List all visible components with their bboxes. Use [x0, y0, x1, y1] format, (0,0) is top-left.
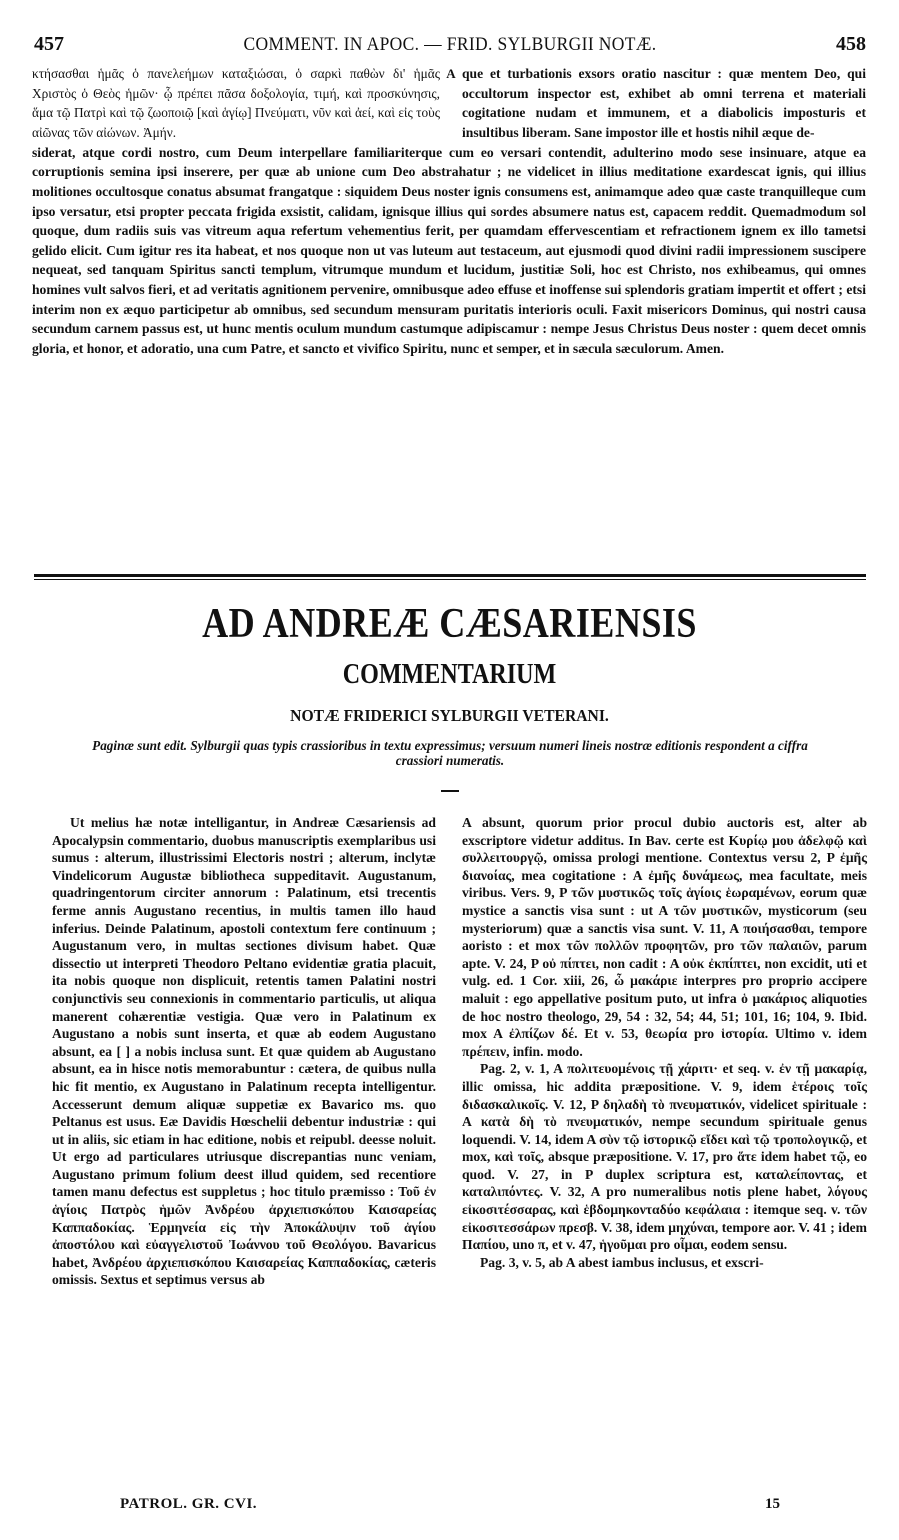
section-rule: [34, 574, 866, 577]
column-marker: A: [446, 66, 456, 81]
right-column: [462, 814, 867, 1271]
latin-continuation: siderat, atque cordi nostro, cum Deum interpellare familiariterque cum eo versari contendit, adulterino modo sese insinuare, atque ea corruptionis semina ipsi inserere, per quæ ab unione cum Deo abstrahatur ; ne videlicet in illius meditatione exardescat ignis, qui illius molitiones occultosque conatus absumat frangatque : siquidem Deus noster ignis consumens est, animamque adeo quæ caste tranquilleque cum ipso versatur, etsi propter peccata frigida exsistit, calidam, ignisque illius qui sordes absumere natus est, capacem reddit. Quemadmodum sol quoque, dum radiis suis vas vitreum aqua refertum vehementius ferit, per quamdam effervescentiam et refractionem ignem ex illo tametsi gelido elicit. Cum igitur res ita habeat, et nos quoque non ut vas luteum aut testaceum, aut ejusmodi quod divini radii impressionem suscipere nequeat, sed tanquam Spiritus sancti templum, vitrumque mundum et lucidum, justitiæ Soli, hoc est Christo, nos exhibeamus, qui omnes homines vult salvos fieri, et ad veritatis agnitionem pervenire, omnibusque adeo effuse et inoffense sui splendoris gratiam impertit et offert ; etsi interim non ex æquo participetur ab omnibus, sed secundum mensuram puritatis interioris oculi. Faxit misericors Dominus, qui nostri causa secundum carnem passus est, ut hunc mentis oculum mundum castumque adipiscamur : nempe Jesus Christus Deus noster : quem decet omnis gloria, et honor, et adoratio, una cum Patre, et sancto et vivifico Spiritu, nunc et semper, et in sæcula sæculorum. Amen.: [32, 144, 866, 356]
section-title: AD ANDREÆ CÆSARIENSIS: [202, 601, 697, 647]
running-header: [34, 33, 866, 59]
right-paragraph-2: Pag. 2, v. 1, A πολιτευομένοις τῇ χάριτι· et seq. v. ἐν τῇ μακαρίᾳ, illic omissa, hic addita præpositione. V. 9, idem ἑτέροις τοῖς διδασκαλικοῖς. V. 12, P δηλαδὴ τὸ πνευματικόν, videlicet spirituale : A κατὰ δὴ τὸ πνευματικόν, nempe secundum spirituale genus loquendi. V. 14, idem A σὺν τῷ ἱστορικῷ εἴδει καὶ τῷ τροπολογικῷ, et mox, καὶ τοῖς, absque præpositione. V. 17, pro ἅτε idem habet τῷ, eo quod. V. 27, in P duplex scriptura est, καταλείποντας, et καταλιπόντες. V. 32, A pro numeralibus notis plene habet, λόγους εἰκοσιτέσσαρας, καὶ ἑβδομηκονταδύο κεφάλαια : itemque seq. v. τῶν εἰκοσιτεσσάρων πρεσβ. V. 38, idem μηχύναι, tempore aor. V. 41 ; idem Παπίου, uno π, et v. 47, ἡγοῦμαι pro οἶμαι, eodem sensu.: [462, 1061, 867, 1253]
latin-text-block: que et turbationis exsors oratio nascitur : quæ mentem Deo, qui occultorum inspector est, exhibet ab omni terrena et materiali cogitatione nudam et immunem, et a diabolicis imposturis et insultibus liberam. Sane impostor ille et hostis nihil æque de-: [462, 66, 866, 141]
right-paragraph-1: A absunt, quorum prior procul dubio auctoris est, alter ab exscriptore videtur additus. In Bav. certe est Κυρίῳ μου ἀδελφῷ καὶ συλλειτουργῷ, omissa prologi mentione. Contextus versu 2, P ἐμῆς διανοίας, mea cogitatione : A ἐμῆς δυνάμεως, mea facultate, meis viribus. Vers. 9, P τῶν μυστικῶς τοῖς ἁγίοις ἑωραμένων, eorum quæ mystice a sanctis visa sunt : ut A τῶν μυστικῶν, mysticorum (seu mysteriorum) quæ a sanctis visa sunt. V. 11, A ποιήσασθαι, tempore aoristo : et mox τῶν πολλῶν προφητῶν, pro τῶν παλαιῶν, parum apte. V. 24, P οὐ πίπτει, non cadit : A οὐκ ἐκπίπτει, non excidit, uti et vulg. ed. 1 Cor. xiii, 26, ὦ μακάριε interpres pro proprio accipere maluit : ego appellative positum puto, ut infra ὁ μακάριος aliquoties de hoc nostro theologo, 29, 54 : 32, 54; 44, 51; 101, 16; 104, 9. Ibid. mox A ἐλπίζων δέ. Et v. 53, θεωρία pro ἱστορία. Ultimo v. idem πρέπειν, infin. modo.: [462, 815, 867, 1059]
previous-section-ending: [32, 64, 866, 358]
running-title: COMMENT. IN APOC. — FRID. SYLBURGII NOTÆ.: [243, 34, 657, 55]
footer-signature: 15: [765, 1496, 780, 1512]
section-subtitle: COMMENTARIUM: [342, 659, 557, 690]
greek-text-block: κτήσασθαι ἡμᾶς ὁ πανελεήμων καταξιώσαι, ὁ σαρκὶ παθὼν δι' ἡμᾶς Χριστὸς ὁ Θεὸς ἡμῶν· ᾧ πρέπει πᾶσα δοξολογία, τιμή, καὶ προσκύνησις, ἅμα τῷ Πατρὶ καὶ τῷ ζωοποιῷ [καὶ ἁγίῳ] Πνεύματι, νῦν καὶ ἀεί, καὶ εἰς τοὺς αἰῶνας τῶν αἰώνων. Ἀμήν.: [32, 66, 440, 141]
section-rule-thin: [34, 579, 866, 580]
page-number-right: 458: [836, 33, 866, 55]
left-paragraph: Ut melius hæ notæ intelligantur, in Andreæ Cæsariensis ad Apocalypsin commentario, duobus manuscriptis exemplaribus usi sumus : alterum, illustrissimi Electoris nostri ; alterum, inclytæ Vindelicorum Augustæ bibliotheca suppeditavit. Augustanum, quadringentorum circiter annorum : Palatinum, etsi trecentis ferme annis Augustano recentius, in multis tamen illo haud inferius. Deinde Palatinum, apostoli contextum fere continuum ; Augustanum vero, in multas sectiones divisum habet. Quæ dissectio ut interpreti Theodoro Peltano evidentiæ gratia placuit, ita nobis quoque non displicuit, retentis tamen Palatini nostri conjunctivis seu connexionis in commentario particulis, ut aliqua manerent cohærentiæ vestigia. Quæ vero in Palatinum ex Augustano a nobis sunt inserta, et quæ ab eodem Augustano absunt, ea [ ] a nobis inclusa sunt. Et quæ quidem ab Augustano absunt, ea in hisce notis memorabuntur : cætera, de quibus nulla hic fit mentio, ex Augustano in Palatinum recepta intelligentur. Accesserunt demum aliquæ suppetiæ ex Bavarico ms. quo Peltanus est usus. Eæ Davidis Hœschelii debentur industriæ : qui ut in aliis, sic etiam in hac editione, nobis et reipubl. deesse noluit. Ut ergo ad particulares utriusque discrepantias nunc veniam, Augustano primum folium deest illud quidem, sed recentiore tamen manu defectus est suppletus ; hoc titulo præmisso : Τοῦ ἐν ἁγίοις Πατρὸς ἡμῶν Ἀνδρέου ἀρχιεπισκόπου Καισαρείας Καππαδοκίας. Ἑρμηνεία εἰς τὴν Ἀποκάλυψιν τοῦ ἁγίου ἀποστόλου καὶ εὐαγγελιστοῦ Ἰωάννου τοῦ Θεολόγου. Bavaricus habet, Ἀνδρέου ἀρχιεπισκόπου Καισαρείας Καππαδοκίας, cæteris omissis. Sextus et septimus versus ab: [52, 815, 436, 1288]
footer-series: PATROL. GR. CVI.: [120, 1496, 258, 1512]
page-number-left: 457: [34, 33, 64, 55]
editorial-note: Paginæ sunt edit. Sylburgii quas typis crassioribus in textu expressimus; versuum numeri lineis nostræ editionis respondent a ciffra crassiori numeratis.: [92, 738, 808, 768]
section-subsubtitle: NOTÆ FRIDERICI SYLBURGII VETERANI.: [290, 706, 609, 725]
left-column: [52, 814, 436, 1289]
separator-dash: [441, 790, 459, 792]
right-paragraph-3: Pag. 3, v. 5, ab A abest iambus inclusus, et exscri-: [480, 1254, 764, 1270]
